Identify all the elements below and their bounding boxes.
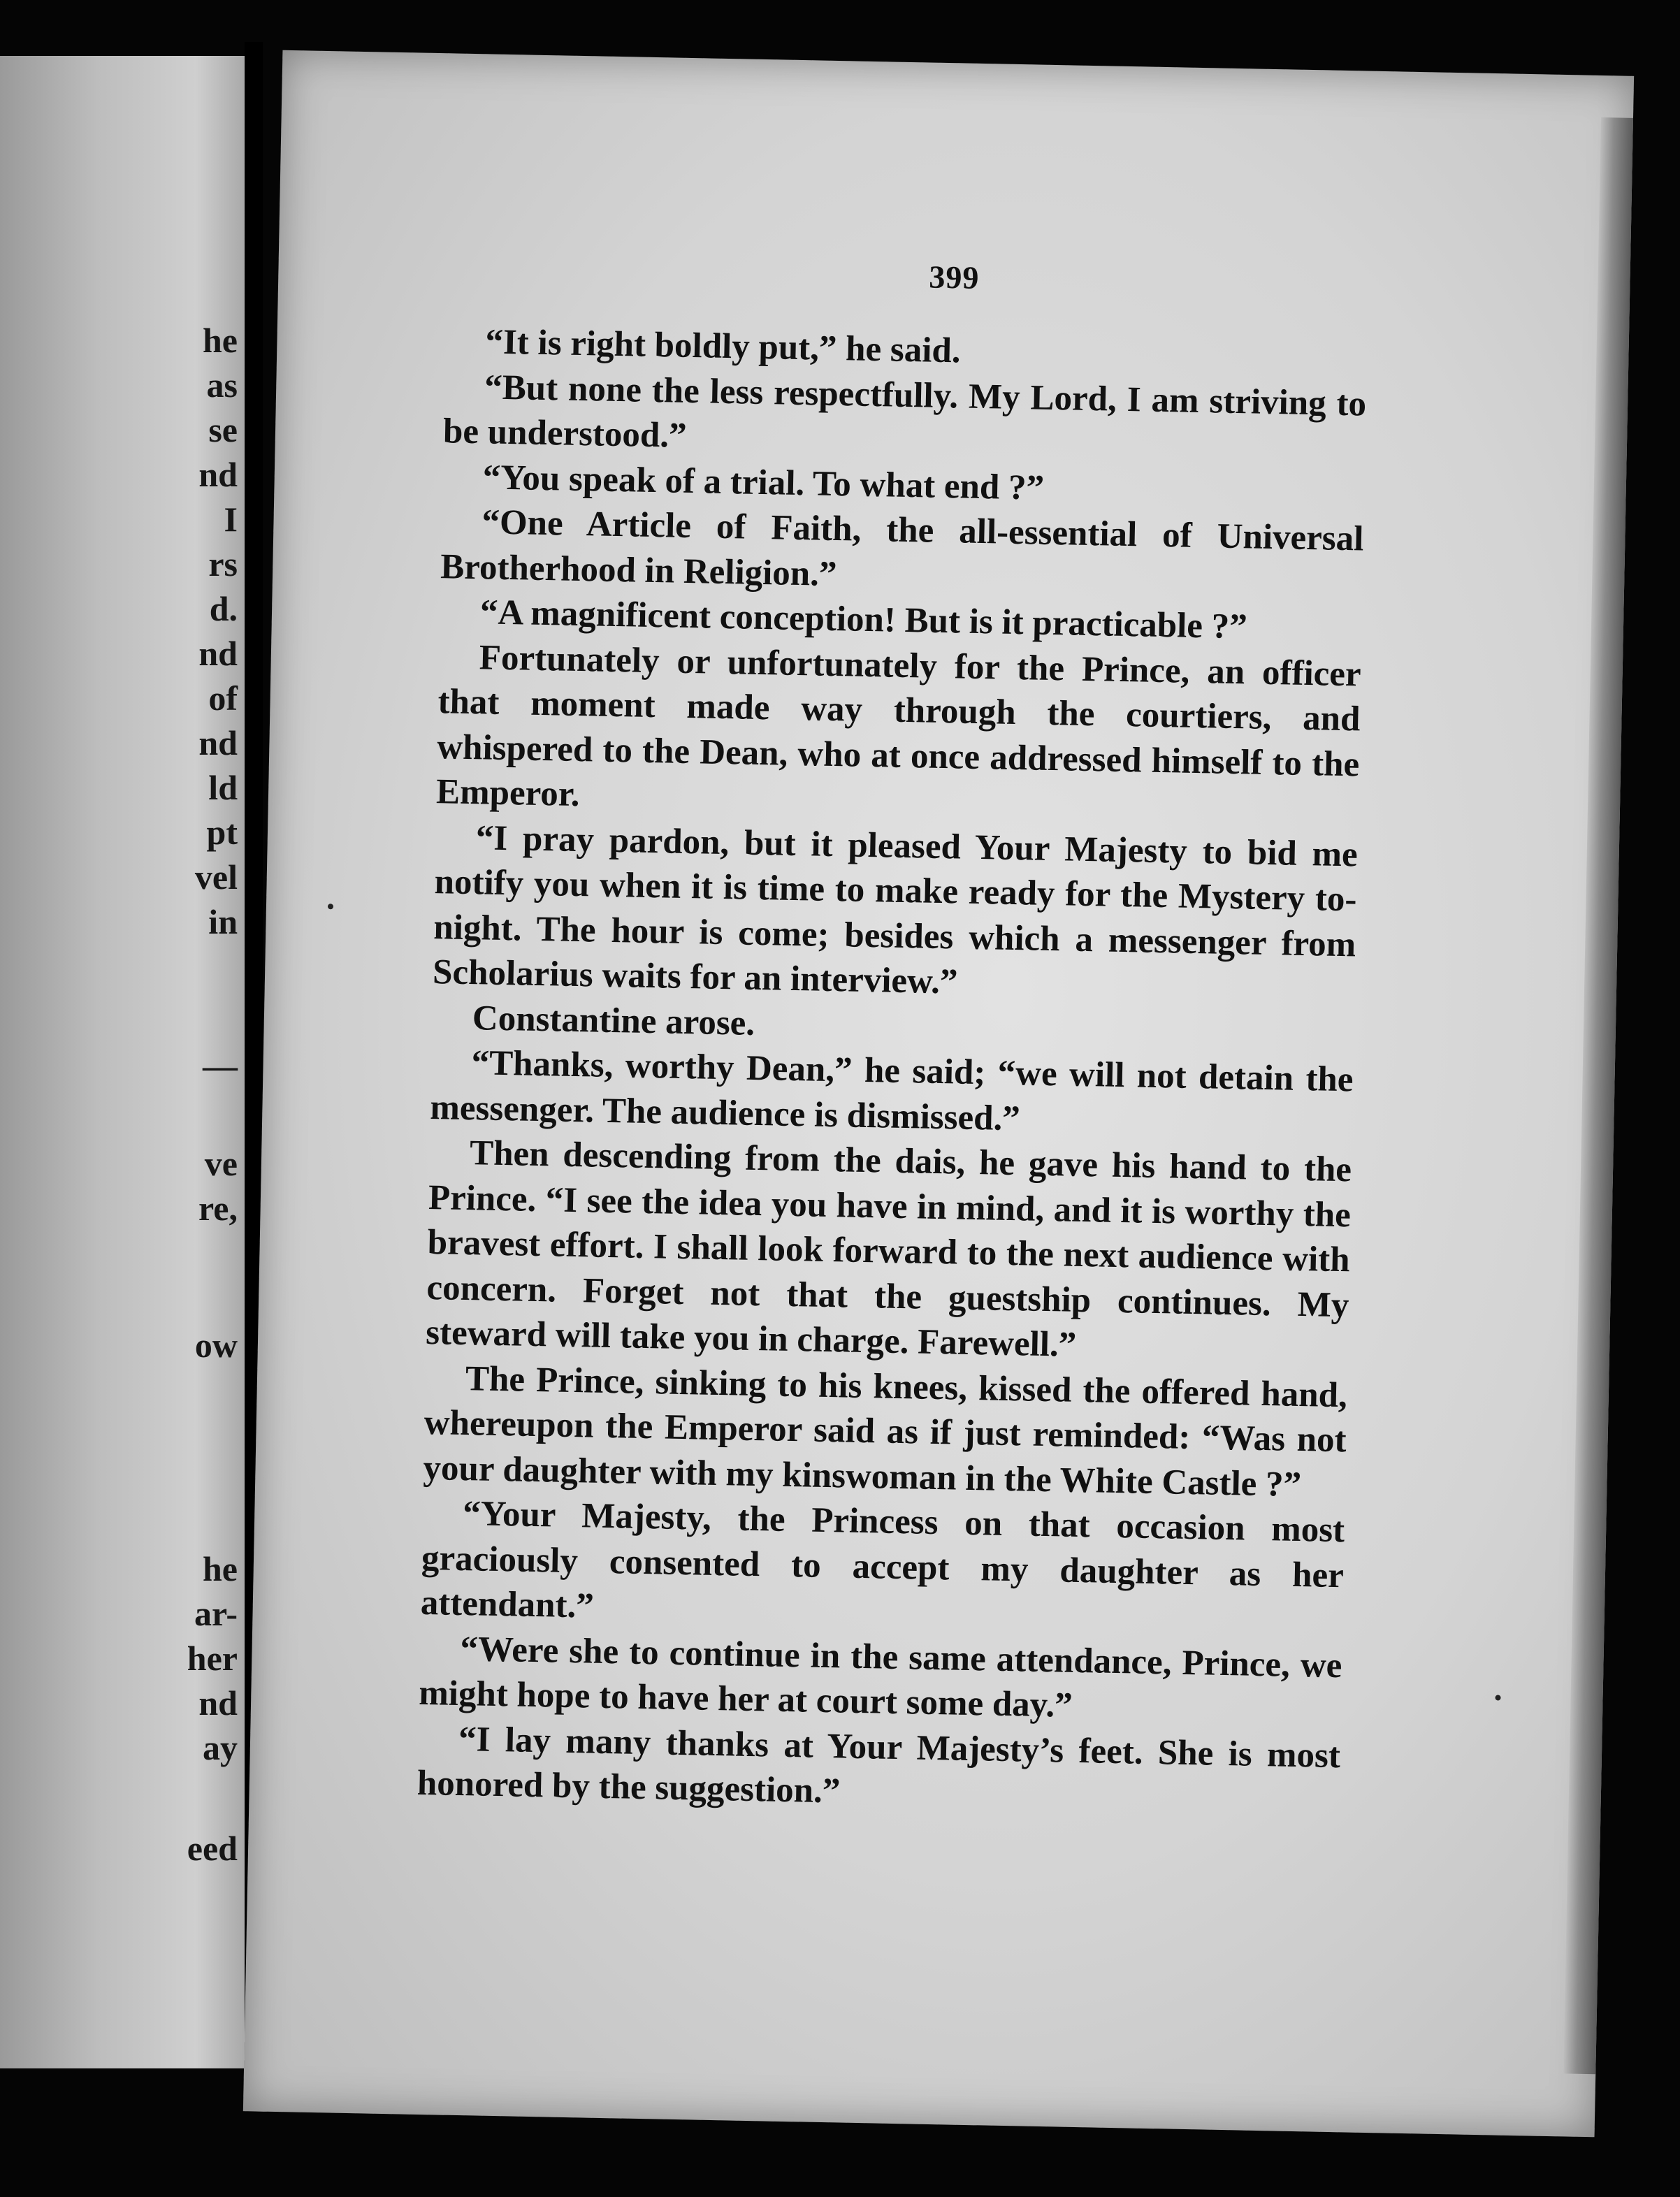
facing-page-fragment: pt [206, 813, 238, 852]
facing-page-fragment: nd [198, 723, 238, 762]
facing-page-fragment: ay [203, 1728, 238, 1767]
facing-page-fragment: ar- [194, 1594, 238, 1633]
page-body-text [417, 319, 1368, 1823]
facing-page-fragment: as [206, 365, 238, 405]
paragraph: “A magnificent conception! But is it practicable ?” [479, 593, 1248, 647]
facing-page-fragment: — [203, 1046, 238, 1085]
paragraph: “One Article of Faith, the all-essential of Universal Brotherhood in Religion.” [440, 502, 1364, 594]
facing-page-fragment: ld [208, 768, 238, 807]
facing-page [0, 56, 245, 2068]
facing-page-fragment: in [208, 902, 238, 941]
facing-page-fragment: nd [198, 1683, 238, 1723]
paragraph: Constantine arose. [472, 998, 755, 1043]
page-number: 399 [928, 259, 980, 296]
book-page [243, 50, 1634, 2138]
page-edge-shadow [1563, 117, 1633, 2074]
facing-page-fragment: nd [198, 455, 238, 494]
paragraph: Then descending from the dais, he gave his hand to the Prince. “I see the idea you have in mind, and it is worthy the bravest effort. I shall look forward to the next audience with concern. Forget not that the guestship continues. My steward will take you in charge. Farewell.” [425, 1133, 1352, 1365]
print-speck [1495, 1695, 1500, 1700]
facing-page-fragment: her [187, 1639, 238, 1678]
facing-page-fragment: rs [208, 544, 238, 583]
facing-page-fragment: he [203, 1549, 238, 1588]
paragraph: “You speak of a trial. To what end ?” [482, 457, 1045, 508]
facing-page-fragment: of [208, 679, 238, 718]
print-speck [328, 904, 333, 909]
facing-page-fragment: d. [209, 589, 238, 628]
facing-page-fragment: he [203, 321, 238, 360]
paragraph: “Thanks, worthy Dean,” he said; “we will not detain the messenger. The audience is dismissed.” [429, 1043, 1354, 1138]
facing-page-fragment: eed [187, 1829, 238, 1868]
paragraph: “Were she to continue in the same attendance, Prince, we might hope to have her at court some day.” [418, 1629, 1342, 1725]
paragraph: The Prince, sinking to his knees, kissed the offered hand, whereupon the Emperor said as if just reminded: “Was not your daughter with my kinswoman in the White Castle ?” [423, 1358, 1348, 1504]
paragraph: “I pray pardon, but it pleased Your Majesty to bid me notify you when it is time to make ready for the Mystery to-night. The hour is come; besides which a messenger from Scholarius waits for an interview.” [432, 818, 1359, 1002]
paragraph: “But none the less respectfully. My Lord, I am striving to be understood.” [442, 367, 1367, 456]
facing-page-fragment: ow [194, 1326, 238, 1365]
paragraph: “It is right boldly put,” he said. [484, 322, 962, 371]
facing-page-fragment: nd [198, 634, 238, 673]
paragraph: Fortunately or unfortunately for the Prince, an officer that moment made way through the courtiers, and whispered to the Dean, who at once addressed himself to the Emperor. [435, 637, 1362, 815]
facing-page-fragment: ve [204, 1144, 238, 1183]
facing-page-fragment: I [224, 500, 238, 539]
paragraph: “Your Majesty, the Princess on that occasion most graciously consented to accept my daughter as her attendant.” [420, 1494, 1345, 1626]
paragraph: “I lay many thanks at Your Majesty’s feet. She is most honored by the suggestion.” [417, 1719, 1341, 1811]
facing-page-fragment: se [208, 410, 238, 449]
facing-page-fragment: re, [198, 1189, 238, 1228]
facing-page-fragment: vel [194, 857, 238, 897]
